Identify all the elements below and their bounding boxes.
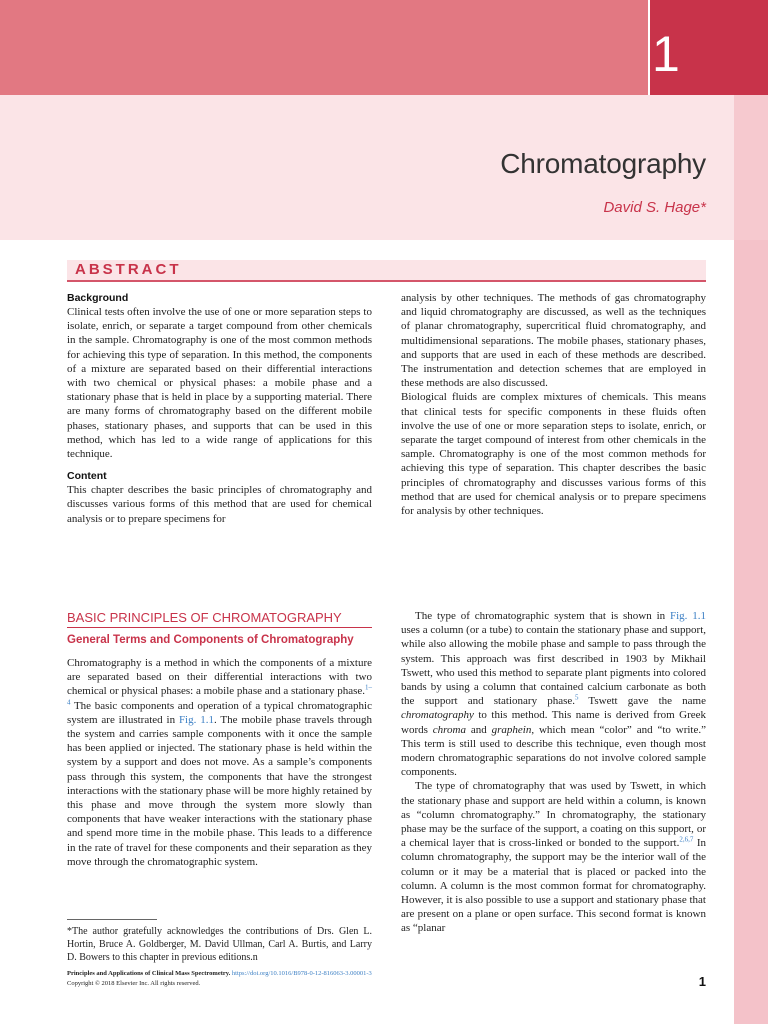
- figure-link[interactable]: Fig. 1.1: [669, 610, 706, 622]
- body-paragraph: The type of chromatographic system that is shown in Fig. 1.1 uses a column (or a tube) to contain the stationary phase and support, while also allowing the mobile phase and sample to pass through the system. This approach was first described in 1903 by Mikhail Tswett, who used this method to separate plant pigments into colored bands by using a column that contained calcium carbonate as both the support and stationary phase.$^5$ Tswett gave the name chromatography to this method. This name is derived from Greek words chroma and graphein, which mean “color” and “to write.” This term is still used to describe this technique, even though most modern chromatographic separations do not involve colored sample components.: [401, 610, 707, 779]
- section-heading: BASIC PRINCIPLES OF CHROMATOGRAPHY: [67, 610, 342, 625]
- footnote-rule: [67, 919, 157, 920]
- subsection-heading: General Terms and Components of Chromatography: [67, 634, 354, 646]
- chapter-number: 1: [652, 26, 680, 82]
- abstract-heading: ABSTRACT: [75, 261, 182, 278]
- footnote: *The author gratefully acknowledges the contributions of Drs. Glen L. Hortin, Bruce A. Goldberger, M. David Ullman, Carl A. Burtis, and Larry D. Bowers to this chapter in previous editions.n: [67, 926, 372, 964]
- author-name: David S. Hage*: [603, 199, 706, 216]
- citation-ref[interactable]: 1–4: [67, 683, 372, 706]
- content-text-start: This chapter describes the basic principles of chromatography and discusses various forms of this method that are used for chemical analysis or to prepare specimens for: [67, 484, 372, 525]
- content-heading: Content: [67, 470, 107, 483]
- figure-link[interactable]: Fig. 1.1: [178, 713, 214, 726]
- body-right-column: [401, 609, 706, 936]
- background-text: Clinical tests often involve the use of one or more separation steps to isolate, enrich, or separate a target compound from other chemicals in the sample. Chromatography is one of the most common methods for achieving this type of separation. In this method, the components of a mixture are separated based on their differential interactions with two chemical or physical phases: a mobile phase and a stationary phase that is held in place by a supporting material. There are many forms of chromatography based on the different mobile phases, stationary phases, and supports that can be used in this method, which has led to a wide range of applications for this technique.: [67, 306, 372, 461]
- section-rule: [67, 627, 372, 628]
- page-number: 1: [698, 974, 706, 989]
- citation-ref[interactable]: 5: [575, 693, 579, 702]
- body-paragraph: The type of chromatography that was used by Tswett, in which the stationary phase and support are held within a column, is known as “column chromatography.” In chromatography, the stationary phase may be the surface of the support, a coating on this support, or a chemical layer that is cross-linked or bonded to the support.$^{2,6,7}$ In column chromatography, the support may be the interior wall of the column or it may be a material that is placed or packed into the column. A column is the most common format for chromatography. However, it is also possible to use a support and stationary phase that are present on a plane or open surface. This second format is known as “planar: [401, 780, 706, 935]
- background-heading: Background: [67, 292, 129, 304]
- body-paragraph: Chromatography is a method in which the components of a mixture are separated based on their differential interactions with two chemical or physical phases: a mobile phase and a stationary phase.$^{1-4}$ The basic components and operation of a typical chromatographic system are illustrated in Fig. 1.1. The mobile phase travels through the system and carries sample components with it once the sample has been applied or injected. The stationary phase is held within the system by a support and does not move. As a sample’s components pass through this system, the components that have the strongest interactions with the stationary phase will be more highly retained by this phase and move through the system more slowly than components that have weaker interactions with the stationary phase and spend more time in the mobile phase. This leads to a difference in the rate of travel for these components and their separation as they move through the chromatographic system.: [67, 657, 373, 868]
- side-strip-top: [734, 95, 768, 240]
- chapter-title: Chromatography: [500, 148, 706, 179]
- body-left-column: [67, 656, 372, 869]
- doi-link[interactable]: https://doi.org/10.1016/B978-0-12-816063-3.00001-3: [231, 970, 372, 977]
- citation-ref[interactable]: 2,6,7: [679, 835, 694, 844]
- copyright-line: Copyright © 2018 Elsevier Inc. All rights reserved.: [67, 980, 201, 987]
- summary-text: Biological fluids are complex mixtures of chemicals. This means that clinical tests for specific components in these fluids often involve the use of one or more separation steps to isolate, enrich, or separate the target compound of interest from other chemicals in the sample. Chromatography is one of the most common methods for achieving this type of separation. This chapter describes the basic principles of chromatography and discusses various forms of this method that are used for chemical analysis or to prepare specimens for analysis by other techniques.: [401, 391, 706, 518]
- publication-line: Principles and Applications of Clinical Mass Spectrometry. https://doi.org/10.1016/B978-0-12-816063-3.00001-3: [67, 970, 372, 977]
- content-text-continued: analysis by other techniques. The methods of gas chromatography and liquid chromatography are discussed, as well as the techniques of planar chromatography, supercritical fluid chromatography, and multidimensional separations. The mobile phases, stationary phases, and supports that are used in each of these methods are described. The instrumentation and detection schemes that are employed in these methods are also discussed.: [401, 292, 706, 390]
- abstract-left-column: [67, 291, 372, 526]
- abstract-right-column: [401, 291, 706, 518]
